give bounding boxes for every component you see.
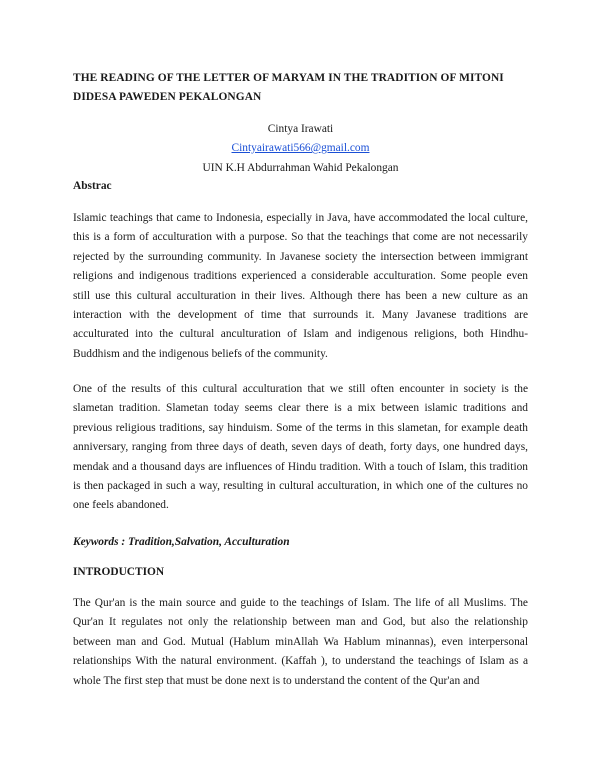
- author-affiliation: UIN K.H Abdurrahman Wahid Pekalongan: [202, 162, 399, 174]
- introduction-paragraph: The Qur'an is the main source and guide to the teachings of Islam. The life of all Muslims. The Qur'an It regulates not only the relationship between man and God, but also the relationship between man and God. Mutual (Hablum minAllah Wa Hablum minannas), even interpersonal relationships With the natural environment. (Kaffah ), to understand the teachings of Islam as a whole The first step that must be done next is to understand the content of the Qur'an and: [73, 597, 528, 687]
- abstract-heading: Abstrac: [73, 180, 112, 192]
- keywords-line: Keywords : Tradition,Salvation, Acculturation: [73, 536, 290, 548]
- paper-title: THE READING OF THE LETTER OF MARYAM IN THE TRADITION OF MITONI DIDESA PAWEDEN PEKALONGAN: [73, 72, 504, 103]
- author-email-link[interactable]: Cintyairawati566@gmail.com: [231, 142, 370, 154]
- abstract-paragraph-2: One of the results of this cultural acculturation that we still often encounter in society is the slametan tradition. Slametan today seems clear there is a mix between islamic traditions and previous religious traditions, say hinduism. Some of the terms in this slametan, for example death anniversary, ranging from three days of death, seven days of death, forty days, one hundred days, mendak and a thousand days are influences of Hindu tradition. With a touch of Islam, this tradition is then packaged in such a way, resulting in cultural acculturation, in which one of the cultures no one feels abandoned.: [73, 383, 528, 512]
- author-name: Cintya Irawati: [267, 123, 334, 135]
- abstract-paragraph-1: Islamic teachings that came to Indonesia, especially in Java, have accommodated the local culture, this is a form of acculturation with a purpose. So that the teachings that come are not necessarily rejected by the surrounding community. In Javanese society the intersection between immigrant religions and indigenous traditions experienced a considerable acculturation. Some people even still use this cultural acculturation in their lives. Although there has been a new culture as an interaction with the development of time that surrounds it. Many Javanese traditions are acculturated into the cultural anculturation of Islam and indigenous religions, both Hindhu-Buddhism and the indigenous beliefs of the community.: [73, 212, 528, 360]
- introduction-heading: INTRODUCTION: [73, 566, 165, 578]
